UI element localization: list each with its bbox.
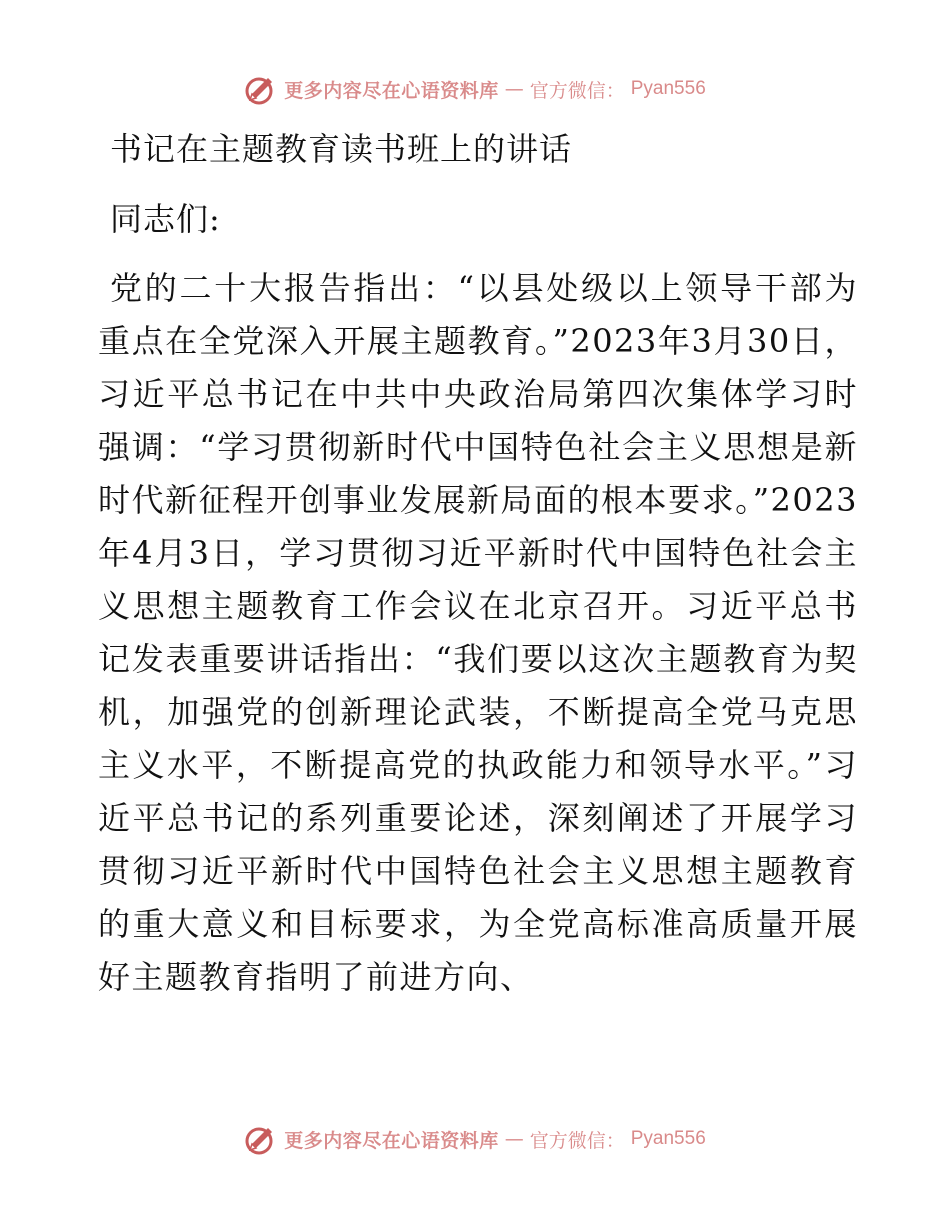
watermark-main-text: 更多内容尽在心语资料库 xyxy=(284,79,499,102)
watermark-wechat-id: Pyan556 xyxy=(630,1128,706,1149)
footer-watermark xyxy=(0,1122,950,1156)
document-body xyxy=(98,124,858,1004)
watermark-official-label: 官方微信： xyxy=(529,1129,625,1152)
watermark-official-label: 官方微信： xyxy=(529,79,625,102)
watermark-separator: — xyxy=(504,78,524,100)
body-paragraph: 党的二十大报告指出：“以县处级以上领导干部为重点在全党深入开展主题教育。”2023年3月30日，习近平总书记在中共中央政治局第四次集体学习时强调：“学习贯彻新时代中国特色社会主义思想是新时代新征程开创事业发展新局面的根本要求。”2023年4月3日，学习贯彻习近平新时代中国特色社会主义思想主题教育工作会议在北京召开。习近平总书记发表重要讲话指出：“我们要以这次主题教育为契机，加强党的创新理论武装，不断提高全党马克思主义水平，不断提高党的执政能力和领导水平。”习近平总书记的系列重要论述，深刻阐述了开展学习贯彻习近平新时代中国特色社会主义思想主题教育的重大意义和目标要求，为全党高标准高质量开展好主题教育指明了前进方向、 xyxy=(98,269,858,996)
salutation: 同志们: xyxy=(110,200,221,238)
watermark-main-text: 更多内容尽在心语资料库 xyxy=(284,1129,499,1152)
watermark-separator: — xyxy=(504,1128,524,1150)
header-watermark xyxy=(0,72,950,106)
pen-logo-icon xyxy=(244,72,278,106)
pen-logo-icon xyxy=(244,1122,278,1156)
watermark-wechat-id: Pyan556 xyxy=(630,78,706,99)
document-title: 书记在主题教育读书班上的讲话 xyxy=(110,130,573,168)
